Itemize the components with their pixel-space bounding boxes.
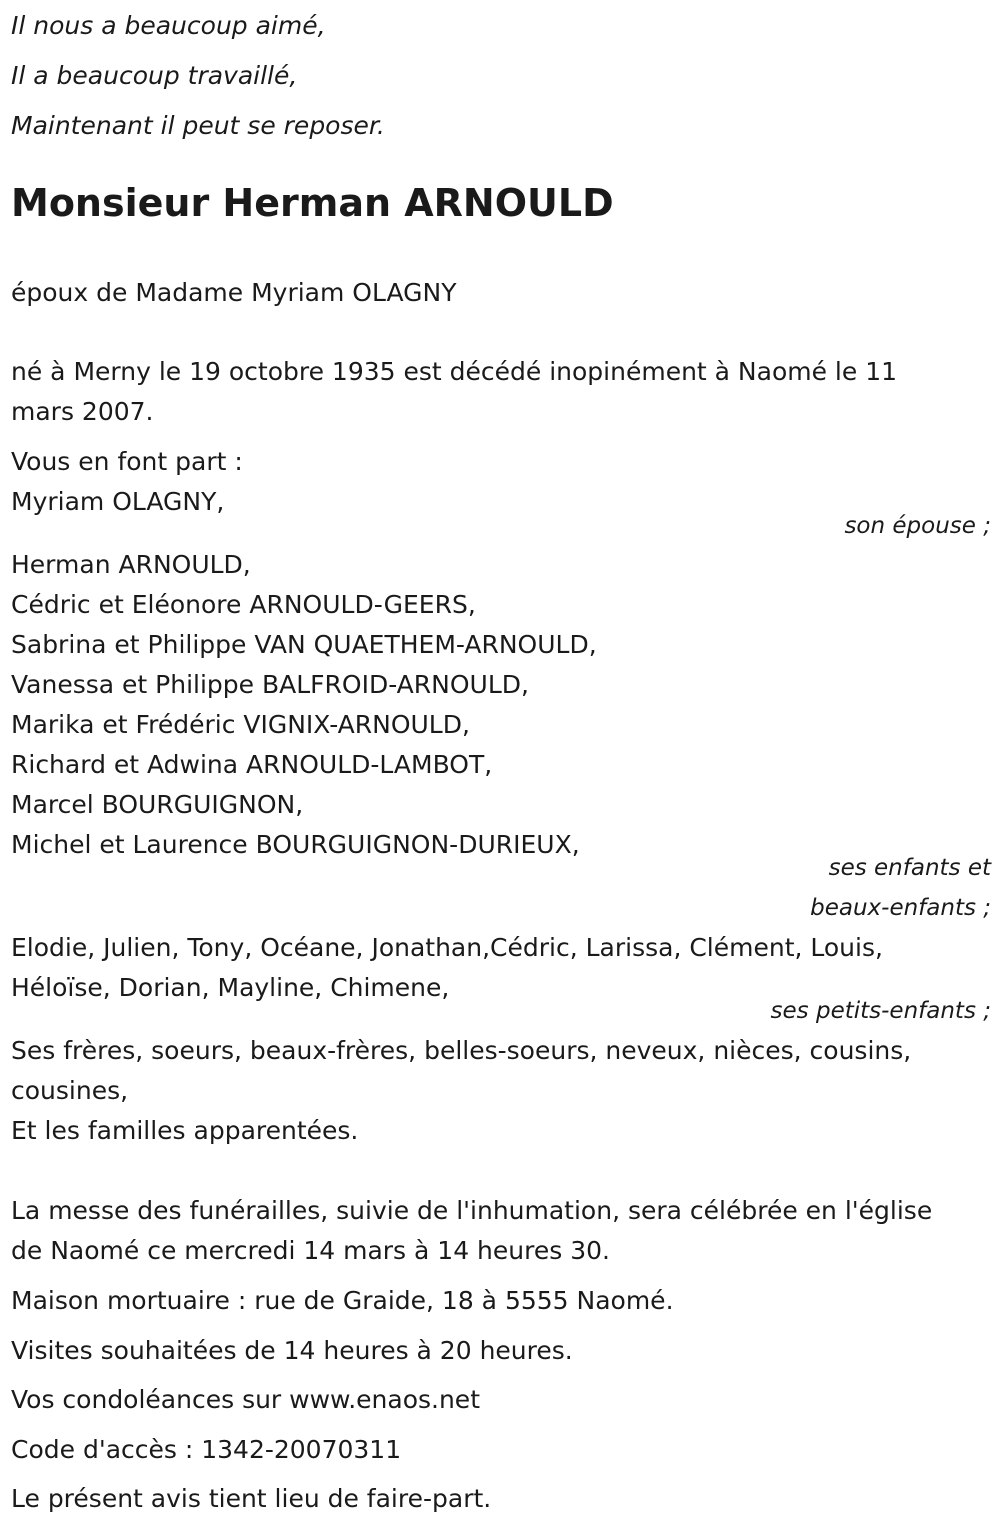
poem-line: Il a beaucoup travaillé, <box>11 61 298 90</box>
grandchildren-line: Héloïse, Dorian, Mayline, Chimene, <box>11 973 450 1002</box>
grandchildren-role: ses petits-enfants ; <box>770 998 991 1024</box>
child-name: Cédric et Eléonore ARNOULD-GEERS, <box>11 590 476 619</box>
relatives-line: Ses frères, soeurs, beaux-frères, belles-soeurs, neveux, nièces, cousins, <box>11 1036 912 1065</box>
poem <box>11 0 991 151</box>
birth-death-line: mars 2007. <box>11 397 154 426</box>
spouse-name: Myriam OLAGNY, <box>11 487 225 516</box>
grandchildren-line: Elodie, Julien, Tony, Océane, Jonathan,Cédric, Larissa, Clément, Louis, <box>11 933 883 962</box>
relatives-line: Et les familles apparentées. <box>11 1116 359 1145</box>
poem-line: Il nous a beaucoup aimé, <box>11 11 326 40</box>
child-name: Sabrina et Philippe VAN QUAETHEM-ARNOULD, <box>11 630 597 659</box>
notice-line: Le présent avis tient lieu de faire-part. <box>11 1484 492 1513</box>
child-name: Richard et Adwina ARNOULD-LAMBOT, <box>11 750 493 779</box>
child-name: Marika et Frédéric VIGNIX-ARNOULD, <box>11 710 470 739</box>
visits-line: Visites souhaitées de 14 heures à 20 heures. <box>11 1336 573 1365</box>
mortuary-line: Maison mortuaire : rue de Graide, 18 à 5555 Naomé. <box>11 1286 674 1315</box>
birth-death-line: né à Merny le 19 octobre 1935 est décédé inopinément à Naomé le 11 <box>11 357 898 386</box>
child-name: Herman ARNOULD, <box>11 550 251 579</box>
spouse-line: époux de Madame Myriam OLAGNY <box>11 278 457 307</box>
obituary-notice <box>11 0 991 1513</box>
condolences-line: Vos condoléances sur www.enaos.net <box>11 1385 480 1414</box>
child-name: Michel et Laurence BOURGUIGNON-DURIEUX, <box>11 830 580 859</box>
announce-line: Vous en font part : <box>11 447 243 476</box>
child-name: Vanessa et Philippe BALFROID-ARNOULD, <box>11 670 529 699</box>
children-role: ses enfants et <box>828 855 991 881</box>
access-code-line: Code d'accès : 1342-20070311 <box>11 1435 402 1464</box>
deceased-name: Monsieur Herman ARNOULD <box>11 181 614 225</box>
child-name: Marcel BOURGUIGNON, <box>11 790 304 819</box>
mass-line: de Naomé ce mercredi 14 mars à 14 heures 30. <box>11 1236 610 1265</box>
mass-line: La messe des funérailles, suivie de l'inhumation, sera célébrée en l'église <box>11 1196 933 1225</box>
relatives-line: cousines, <box>11 1076 129 1105</box>
spouse-role: son épouse ; <box>844 513 991 539</box>
children-role: beaux-enfants ; <box>810 895 991 921</box>
poem-line: Maintenant il peut se reposer. <box>11 111 385 140</box>
